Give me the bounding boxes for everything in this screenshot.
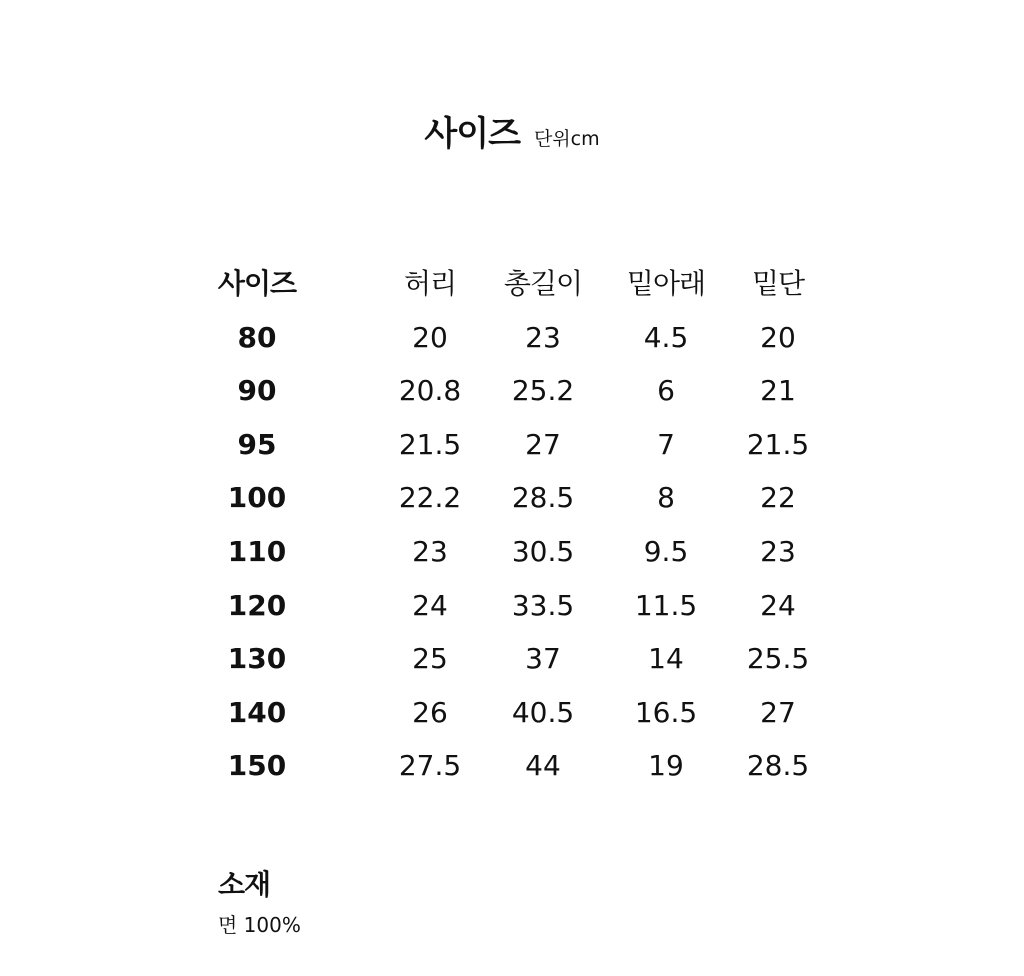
cell-size: 110 xyxy=(227,534,287,568)
cell-rise: 4.5 xyxy=(643,320,689,354)
material-heading: 소재 xyxy=(218,868,271,901)
cell-rise: 11.5 xyxy=(634,588,698,622)
cell-size: 130 xyxy=(227,642,287,676)
cell-waist: 23 xyxy=(412,534,448,568)
cell-hem: 21.5 xyxy=(746,427,810,461)
cell-size: 140 xyxy=(227,695,287,729)
page-title: 사이즈 xyxy=(424,114,520,154)
cell-rise: 19 xyxy=(648,749,684,783)
table-row xyxy=(0,311,1024,365)
cell-total-length: 40.5 xyxy=(511,695,575,729)
cell-size: 90 xyxy=(237,374,277,408)
cell-size: 95 xyxy=(237,427,277,461)
cell-waist: 24 xyxy=(412,588,448,622)
cell-rise: 8 xyxy=(657,481,675,515)
cell-waist: 20.8 xyxy=(398,374,462,408)
cell-size: 100 xyxy=(227,481,287,515)
cell-rise: 9.5 xyxy=(643,534,689,568)
cell-hem: 24 xyxy=(760,588,796,622)
table-row xyxy=(0,579,1024,633)
material-value: 면 100% xyxy=(218,913,301,937)
cell-waist: 26 xyxy=(412,695,448,729)
cell-hem: 21 xyxy=(760,374,796,408)
cell-hem: 25.5 xyxy=(746,642,810,676)
header-cell-rise: 밑아래 xyxy=(626,267,706,300)
header-cell-size: 사이즈 xyxy=(217,267,297,300)
cell-waist: 21.5 xyxy=(398,427,462,461)
cell-size: 80 xyxy=(237,320,277,354)
table-body xyxy=(0,311,1024,793)
cell-hem: 22 xyxy=(760,481,796,515)
cell-hem: 23 xyxy=(760,534,796,568)
table-row xyxy=(0,632,1024,686)
cell-waist: 20 xyxy=(412,320,448,354)
cell-total-length: 23 xyxy=(525,320,561,354)
cell-waist: 27.5 xyxy=(398,749,462,783)
table-row xyxy=(0,739,1024,793)
cell-size: 120 xyxy=(227,588,287,622)
header-cell-waist: 허리 xyxy=(403,267,457,300)
cell-total-length: 25.2 xyxy=(511,374,575,408)
cell-total-length: 44 xyxy=(525,749,561,783)
cell-rise: 7 xyxy=(657,427,675,461)
header-cell-total-length: 총길이 xyxy=(503,267,583,300)
table-row xyxy=(0,364,1024,418)
unit-label: 단위cm xyxy=(533,128,600,150)
cell-total-length: 33.5 xyxy=(511,588,575,622)
table-row xyxy=(0,418,1024,472)
size-table xyxy=(0,257,1024,793)
cell-rise: 16.5 xyxy=(634,695,698,729)
cell-hem: 20 xyxy=(760,320,796,354)
cell-rise: 6 xyxy=(657,374,675,408)
cell-hem: 28.5 xyxy=(746,749,810,783)
cell-total-length: 30.5 xyxy=(511,534,575,568)
cell-total-length: 27 xyxy=(525,427,561,461)
table-row xyxy=(0,471,1024,525)
cell-rise: 14 xyxy=(648,642,684,676)
cell-waist: 22.2 xyxy=(398,481,462,515)
cell-total-length: 28.5 xyxy=(511,481,575,515)
table-row xyxy=(0,686,1024,740)
title-bar xyxy=(0,106,1024,155)
table-header-row xyxy=(0,257,1024,311)
table-row xyxy=(0,525,1024,579)
cell-hem: 27 xyxy=(760,695,796,729)
cell-total-length: 37 xyxy=(525,642,561,676)
cell-waist: 25 xyxy=(412,642,448,676)
header-cell-hem: 밑단 xyxy=(751,267,805,300)
cell-size: 150 xyxy=(227,749,287,783)
